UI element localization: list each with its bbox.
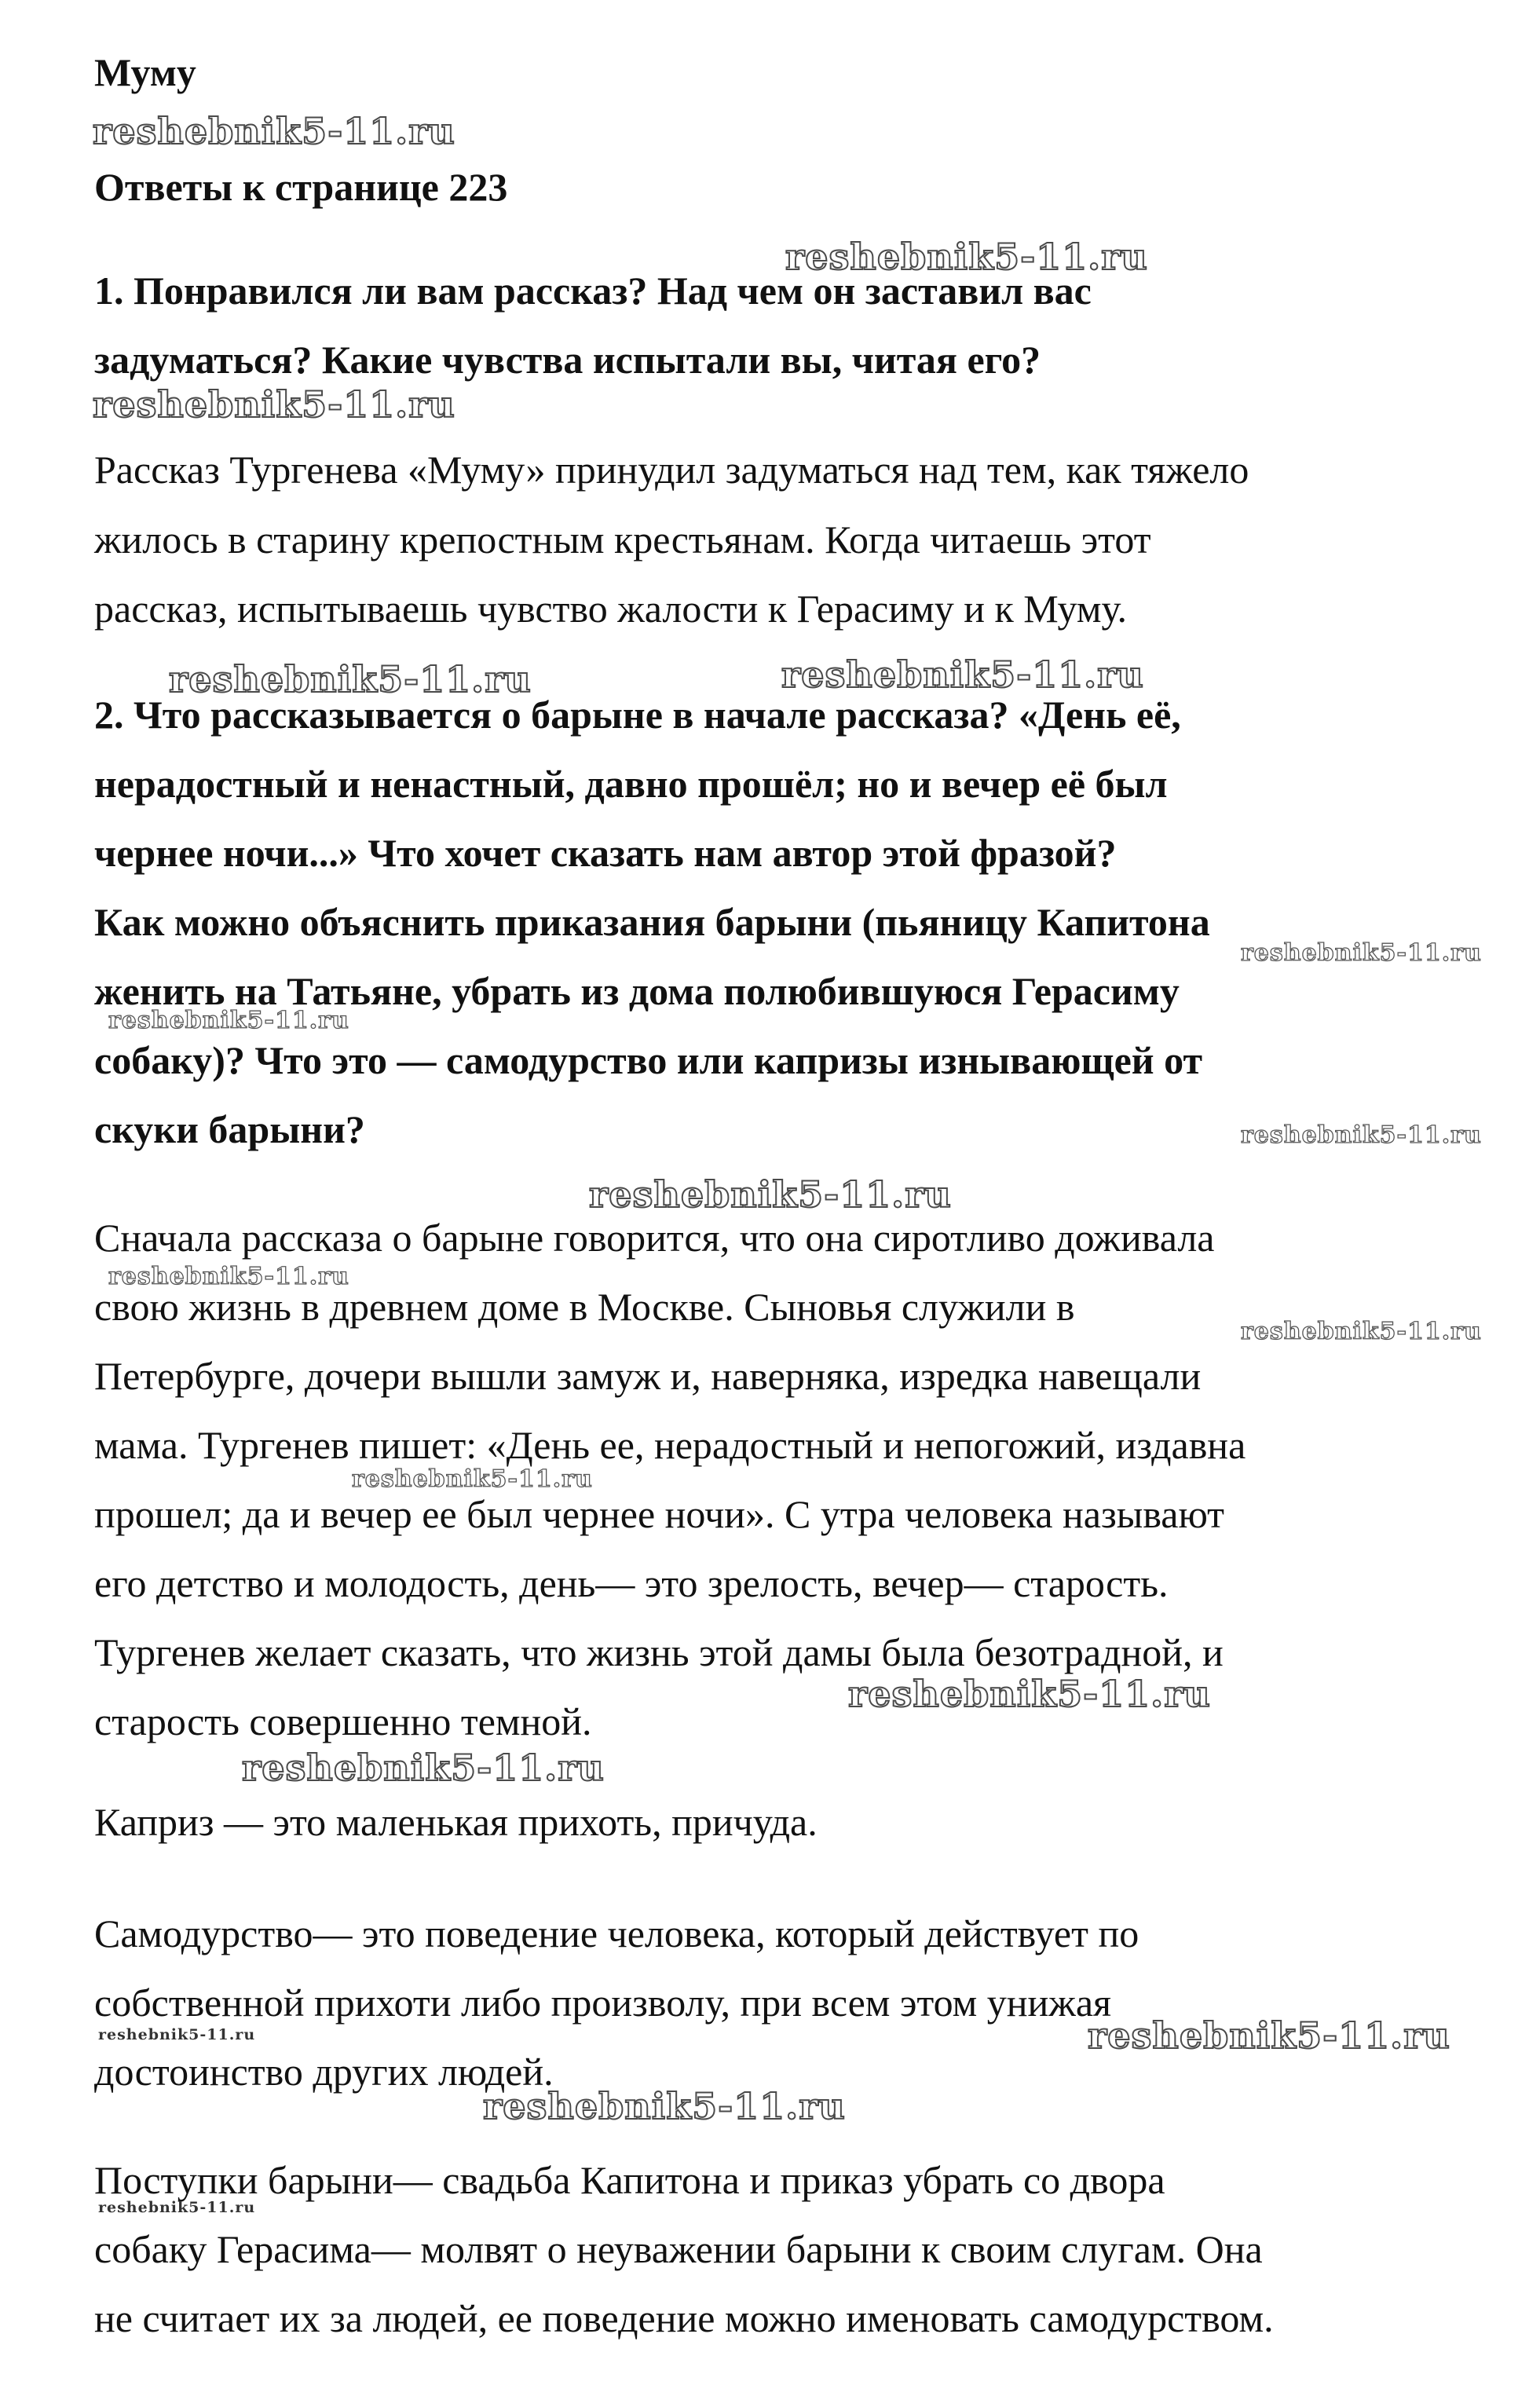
- watermark: reshebnik5-11.ru: [483, 2085, 846, 2127]
- question-2-line: женить на Татьяне, убрать из дома полюбившуюся Герасиму: [94, 969, 1180, 1013]
- watermark: reshebnik5-11.ru: [242, 1747, 605, 1789]
- watermark: reshebnik5-11.ru: [1088, 2014, 1450, 2057]
- question-1-line: 1. Понравился ли вам рассказ? Над чем он заставил вас: [94, 269, 1092, 313]
- watermark: reshebnik5-11.ru: [1241, 1121, 1482, 1149]
- answer-2-line: мама. Тургенев пишет: «День ее, нерадостный и непогожий, издавна: [94, 1423, 1246, 1467]
- answer-4-line: Самодурство— это поведение человека, который действует по: [94, 1911, 1139, 1955]
- answer-3-line: Каприз — это маленькая прихоть, причуда.: [94, 1800, 818, 1844]
- answer-2-line: Тургенев желает сказать, что жизнь этой дамы была безотрадной, и: [94, 1630, 1224, 1674]
- question-2-line: нерадостный и ненастный, давно прошёл; но и вечер её был: [94, 762, 1168, 806]
- answer-5-line: собаку Герасима— молвят о неуважении барыни к своим слугам. Она: [94, 2227, 1263, 2271]
- watermark: reshebnik5-11.ru: [93, 383, 455, 426]
- question-1-line: задуматься? Какие чувства испытали вы, читая его?: [94, 338, 1041, 382]
- watermark: reshebnik5-11.ru: [848, 1673, 1211, 1715]
- answer-1-line: рассказ, испытываешь чувство жалости к Герасиму и к Муму.: [94, 587, 1127, 631]
- answer-2-line: Сначала рассказа о барыне говорится, что она сиротливо доживала: [94, 1216, 1215, 1260]
- answer-2-line: старость совершенно темной.: [94, 1699, 592, 1743]
- question-2-line: Как можно объяснить приказания барыни (пьяницу Капитона: [94, 900, 1210, 944]
- watermark: reshebnik5-11.ru: [1241, 1318, 1482, 1345]
- watermark: reshebnik5-11.ru: [108, 1007, 349, 1034]
- watermark: reshebnik5-11.ru: [108, 1263, 349, 1290]
- answer-2-line: Петербурге, дочери вышли замуж и, наверняка, изредка навещали: [94, 1354, 1202, 1398]
- watermark: reshebnik5-11.ru: [785, 236, 1148, 278]
- answer-2-line: прошел; да и вечер ее был чернее ночи». С утра человека называют: [94, 1492, 1225, 1536]
- watermark: reshebnik5-11.ru: [93, 110, 455, 152]
- watermark: reshebnik5-11.ru: [352, 1465, 593, 1493]
- question-2-line: собаку)? Что это — самодурство или капризы изнывающей от: [94, 1038, 1203, 1082]
- watermark: reshebnik5-11.ru: [589, 1173, 952, 1216]
- watermark: reshebnik5-11.ru: [169, 658, 532, 701]
- question-2-line: 2. Что рассказывается о барыне в начале рассказа? «День её,: [94, 693, 1181, 737]
- watermark: reshebnik5-11.ru: [1241, 939, 1482, 967]
- watermark: reshebnik5-11.ru: [98, 2026, 256, 2043]
- answer-1-line: Рассказ Тургенева «Муму» принудил задуматься над тем, как тяжело: [94, 448, 1249, 492]
- watermark: reshebnik5-11.ru: [98, 2199, 256, 2216]
- question-2-line: скуки барыни?: [94, 1107, 365, 1151]
- page-subtitle: Ответы к странице 223: [94, 165, 508, 209]
- question-2-line: чернее ночи...» Что хочет сказать нам автор этой фразой?: [94, 831, 1117, 875]
- page-title: Муму: [94, 50, 196, 94]
- watermark: reshebnik5-11.ru: [781, 653, 1144, 696]
- answer-5-line: не считает их за людей, ее поведение можно именовать самодурством.: [94, 2296, 1274, 2340]
- answer-2-line: его детство и молодость, день— это зрелость, вечер— старость.: [94, 1561, 1169, 1605]
- answer-5-line: Поступки барыни— свадьба Капитона и приказ убрать со двора: [94, 2158, 1165, 2202]
- answer-1-line: жилось в старину крепостным крестьянам. Когда читаешь этот: [94, 518, 1151, 562]
- answer-4-line: собственной прихоти либо произволу, при всем этом унижая: [94, 1981, 1112, 2025]
- answer-2-line: свою жизнь в древнем доме в Москве. Сыновья служили в: [94, 1285, 1075, 1329]
- answer-4-line: достоинство других людей.: [94, 2050, 554, 2094]
